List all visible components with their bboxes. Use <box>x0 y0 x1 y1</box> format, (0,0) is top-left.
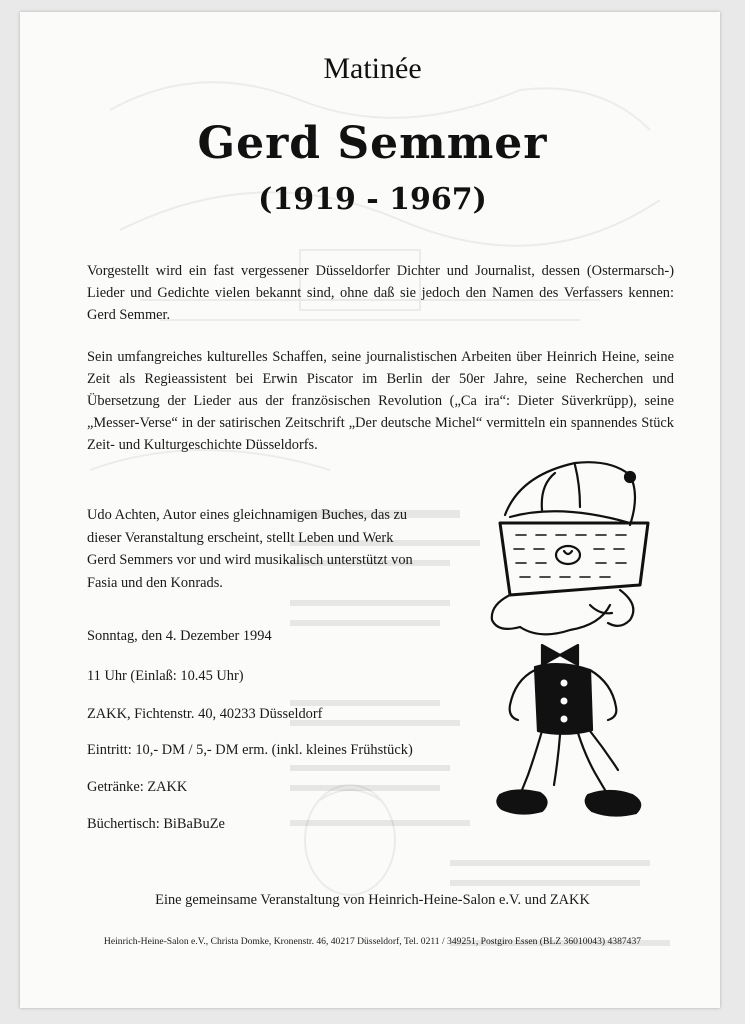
life-years-heading: (1919 - 1967) <box>258 182 487 217</box>
intro-paragraph-3: Udo Achten, Autor eines gleichnamigen Buches, das zu dieser Veranstaltung erscheint, stellt Leben und Werk Gerd Semmers vor und wird musikalisch unterstützt von Fasia und den Konrads. <box>87 507 413 591</box>
event-type-heading: Matinée <box>323 52 422 85</box>
event-book-table: Büchertisch: BiBaBuZe <box>87 816 225 832</box>
intro-paragraph-1: Vorgestellt wird ein fast vergessener Düsseldorfer Dichter und Journalist, dessen (Ostermarsch-) Lieder und Gedichte vielen bekannt sind, ohne daß sie jedoch den Namen des Verfassers kennen: Gerd Semmer. <box>87 263 674 323</box>
event-date: Sonntag, den 4. Dezember 1994 <box>87 628 272 644</box>
michel-cartoon-illustration <box>480 455 665 835</box>
event-drinks: Getränke: ZAKK <box>87 779 188 795</box>
event-admission: Eintritt: 10,- DM / 5,- DM erm. (inkl. kleines Frühstück) <box>87 742 413 758</box>
organizers-line: Eine gemeinsame Veranstaltung von Heinrich-Heine-Salon e.V. und ZAKK <box>155 892 590 908</box>
intro-paragraph-2: Sein umfangreiches kulturelles Schaffen, seine journalistischen Arbeiten über Heinrich Heine, seine Zeit als Regieassistent bei Erwin Piscator im Berlin der 50er Jahre, seine Recherchen und Übersetzung der Lieder aus der französischen Revolution („Ca ira“: Dieter Süverkrüpp), seine „Messer-Verse“ in der satirischen Zeitschrift „Der deutsche Michel“ vermitteln ein spannendes Stück Zeit- und Kulturgeschichte Düsseldorfs. <box>87 349 674 453</box>
poet-name-heading: Gerd Semmer <box>197 118 548 169</box>
event-venue: ZAKK, Fichtenstr. 40, 40233 Düsseldorf <box>87 706 323 722</box>
event-time: 11 Uhr (Einlaß: 10.45 Uhr) <box>87 668 244 684</box>
contact-footer: Heinrich-Heine-Salon e.V., Christa Domke, Kronenstr. 46, 40217 Düsseldorf, Tel. 0211 / 349251, Postgiro Essen (BLZ 36010043) 4387437 <box>103 936 642 947</box>
